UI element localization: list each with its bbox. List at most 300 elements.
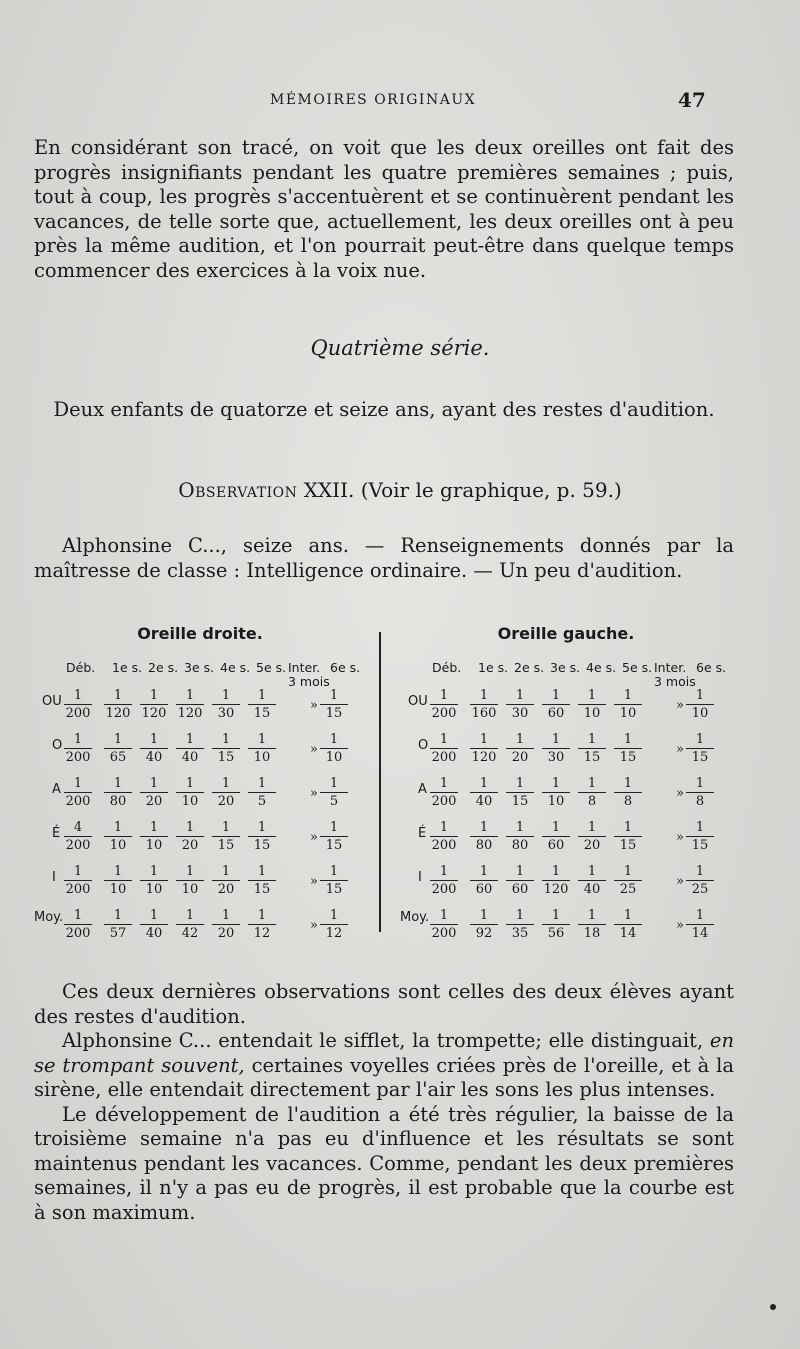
ditto-mark: » [310, 830, 318, 845]
fraction-cell [138, 864, 170, 897]
fraction-bar [248, 836, 276, 837]
fraction-cell [138, 776, 170, 809]
row-label: OU [42, 694, 62, 709]
fraction-cell [468, 688, 500, 721]
fraction-numerator: 1 [257, 732, 267, 747]
fraction-denominator: 20 [217, 882, 235, 897]
fraction-cell [102, 688, 134, 721]
fraction-bar [212, 704, 240, 705]
fraction-cell [318, 908, 350, 941]
fraction-bar [578, 924, 606, 925]
fraction-cell [540, 864, 572, 897]
ditto-mark: » [310, 742, 318, 757]
column-header: 2e s. [514, 660, 545, 675]
fraction-bar [176, 836, 204, 837]
observation-label: Observation [178, 478, 298, 502]
fraction-cell [102, 864, 134, 897]
fraction-denominator: 200 [431, 794, 457, 809]
fraction-denominator: 15 [325, 882, 343, 897]
fraction-denominator: 20 [583, 838, 601, 853]
fraction-cell [210, 732, 242, 765]
fraction-numerator: 1 [623, 864, 633, 879]
fraction-bar [248, 924, 276, 925]
fraction-numerator: 1 [149, 776, 159, 791]
column-header: Inter. [654, 660, 687, 675]
fraction-numerator: 1 [221, 776, 231, 791]
conclusion-sentence-2 [34, 1029, 734, 1103]
ditto-mark: » [310, 786, 318, 801]
column-header: 1e s. [112, 660, 143, 675]
ditto-mark: » [310, 918, 318, 933]
fraction-cell [174, 732, 206, 765]
fraction-bar [506, 792, 534, 793]
audition-tables [30, 622, 740, 941]
fraction-bar [320, 748, 348, 749]
fraction-cell [102, 820, 134, 853]
observation-reference: (Voir le graphique, p. 59.) [360, 478, 622, 502]
fraction-cell [210, 688, 242, 721]
fraction-denominator: 10 [691, 706, 709, 721]
fraction-numerator: 1 [695, 732, 705, 747]
fraction-cell [428, 776, 460, 809]
fraction-denominator: 80 [511, 838, 529, 853]
fraction-cell [504, 776, 536, 809]
fraction-bar [470, 836, 498, 837]
fraction-cell [504, 908, 536, 941]
fraction-denominator: 15 [691, 750, 709, 765]
fraction-denominator: 57 [109, 926, 127, 941]
fraction-bar [248, 748, 276, 749]
fraction-denominator: 40 [181, 750, 199, 765]
fraction-bar [578, 748, 606, 749]
table-oreille-droite [30, 622, 370, 941]
fraction-cell [174, 820, 206, 853]
fraction-numerator: 1 [623, 908, 633, 923]
fraction-denominator: 15 [691, 838, 709, 853]
fraction-bar [686, 836, 714, 837]
fraction-cell [62, 820, 94, 853]
fraction-numerator: 1 [221, 688, 231, 703]
fraction-cell [504, 864, 536, 897]
fraction-numerator: 1 [221, 864, 231, 879]
fraction-cell [540, 732, 572, 765]
fraction-cell [62, 688, 94, 721]
fraction-bar [430, 880, 458, 881]
fraction-bar [212, 880, 240, 881]
fraction-denominator: 120 [543, 882, 569, 897]
fraction-bar [64, 924, 92, 925]
fraction-bar [248, 880, 276, 881]
fraction-cell [540, 908, 572, 941]
paragraph-conclusion [34, 980, 734, 1225]
fraction-numerator: 1 [257, 864, 267, 879]
fraction-numerator: 1 [695, 864, 705, 879]
fraction-cell [612, 688, 644, 721]
fraction-bar [614, 836, 642, 837]
row-label: É [52, 826, 61, 841]
fraction-numerator: 1 [329, 820, 339, 835]
fraction-denominator: 10 [583, 706, 601, 721]
fraction-bar [104, 792, 132, 793]
fraction-bar [506, 748, 534, 749]
column-header: 3e s. [550, 660, 581, 675]
fraction-numerator: 1 [185, 732, 195, 747]
fraction-denominator: 200 [65, 750, 91, 765]
fraction-cell [468, 864, 500, 897]
fraction-bar [140, 924, 168, 925]
paragraph-alphonsine-text: Alphonsine C..., seize ans. — Renseignements donnés par la maîtresse de classe : Intelligence ordinaire. — Un peu d'audition. [34, 534, 734, 582]
fraction-denominator: 10 [109, 882, 127, 897]
fraction-numerator: 1 [515, 732, 525, 747]
fraction-bar [686, 924, 714, 925]
ditto-mark: » [676, 786, 684, 801]
fraction-denominator: 5 [329, 794, 339, 809]
fraction-numerator: 1 [587, 688, 597, 703]
fraction-denominator: 200 [65, 926, 91, 941]
fraction-numerator: 1 [185, 688, 195, 703]
row-label: Moy. [34, 910, 64, 925]
fraction-cell [576, 820, 608, 853]
fraction-denominator: 200 [65, 838, 91, 853]
fraction-denominator: 20 [217, 926, 235, 941]
fraction-bar [212, 836, 240, 837]
table-divider [379, 632, 381, 932]
row-label: Moy. [400, 910, 430, 925]
fraction-denominator: 20 [511, 750, 529, 765]
fraction-bar [542, 792, 570, 793]
fraction-cell [62, 732, 94, 765]
fraction-denominator: 60 [547, 706, 565, 721]
fraction-bar [542, 880, 570, 881]
fraction-denominator: 60 [475, 882, 493, 897]
ditto-mark: » [310, 874, 318, 889]
fraction-bar [176, 924, 204, 925]
fraction-bar [176, 792, 204, 793]
column-header: 2e s. [148, 660, 179, 675]
fraction-denominator: 120 [177, 706, 203, 721]
fraction-bar [506, 704, 534, 705]
fraction-bar [104, 704, 132, 705]
fraction-bar [320, 836, 348, 837]
ditto-mark: » [676, 742, 684, 757]
fraction-bar [470, 792, 498, 793]
fraction-bar [614, 792, 642, 793]
fraction-cell [576, 908, 608, 941]
fraction-bar [542, 924, 570, 925]
fraction-numerator: 1 [587, 820, 597, 835]
conclusion-emphasis: en se trompant souvent, [34, 1029, 735, 1077]
conclusion-sentence-2b: certaines voyelles criées près de l'oreille, et à la sirène, elle entendait directement par l'air les sons les plus intenses. [34, 1053, 734, 1101]
fraction-cell [428, 908, 460, 941]
page-header [0, 88, 800, 118]
fraction-denominator: 15 [253, 882, 271, 897]
fraction-numerator: 1 [221, 732, 231, 747]
fraction-bar [578, 792, 606, 793]
fraction-bar [248, 704, 276, 705]
fraction-denominator: 60 [547, 838, 565, 853]
fraction-denominator: 56 [547, 926, 565, 941]
page-number: 47 [678, 88, 706, 112]
fraction-numerator: 1 [551, 688, 561, 703]
row-label: A [52, 782, 61, 797]
fraction-cell [246, 776, 278, 809]
fraction-numerator: 1 [329, 776, 339, 791]
fraction-denominator: 200 [65, 794, 91, 809]
column-header: 3e s. [184, 660, 215, 675]
fraction-bar [140, 748, 168, 749]
fraction-numerator: 1 [587, 776, 597, 791]
observation-number: XXII. [303, 478, 355, 502]
fraction-numerator: 1 [479, 776, 489, 791]
fraction-denominator: 14 [619, 926, 637, 941]
fraction-denominator: 15 [619, 750, 637, 765]
fraction-denominator: 20 [145, 794, 163, 809]
fraction-numerator: 1 [479, 732, 489, 747]
fraction-denominator: 200 [431, 882, 457, 897]
fraction-bar [578, 880, 606, 881]
fraction-bar [64, 748, 92, 749]
fraction-denominator: 160 [471, 706, 497, 721]
fraction-bar [430, 924, 458, 925]
fraction-numerator: 1 [73, 688, 83, 703]
fraction-cell [576, 688, 608, 721]
fraction-bar [470, 880, 498, 881]
fraction-numerator: 1 [695, 688, 705, 703]
fraction-denominator: 120 [471, 750, 497, 765]
fraction-cell [612, 776, 644, 809]
fraction-numerator: 1 [623, 820, 633, 835]
fraction-cell [576, 732, 608, 765]
fraction-cell [246, 820, 278, 853]
fraction-numerator: 1 [257, 776, 267, 791]
column-header: Inter. [288, 660, 321, 675]
fraction-denominator: 10 [181, 794, 199, 809]
fraction-bar [140, 792, 168, 793]
fraction-bar [578, 704, 606, 705]
fraction-bar [506, 880, 534, 881]
fraction-cell [318, 688, 350, 721]
fraction-cell [138, 688, 170, 721]
fraction-numerator: 1 [515, 908, 525, 923]
fraction-numerator: 1 [257, 820, 267, 835]
fraction-cell [684, 688, 716, 721]
fraction-denominator: 5 [257, 794, 267, 809]
fraction-numerator: 1 [695, 776, 705, 791]
fraction-numerator: 1 [73, 908, 83, 923]
fraction-cell [468, 820, 500, 853]
fraction-cell [246, 732, 278, 765]
fraction-numerator: 1 [149, 820, 159, 835]
fraction-bar [470, 924, 498, 925]
ditto-mark: » [676, 874, 684, 889]
fraction-numerator: 1 [551, 864, 561, 879]
fraction-numerator: 1 [439, 864, 449, 879]
fraction-numerator: 1 [329, 908, 339, 923]
column-header: 5e s. [622, 660, 653, 675]
fraction-numerator: 1 [113, 908, 123, 923]
fraction-cell [468, 908, 500, 941]
fraction-bar [614, 924, 642, 925]
column-header: Déb. [66, 660, 96, 675]
fraction-bar [320, 704, 348, 705]
fraction-denominator: 10 [619, 706, 637, 721]
fraction-numerator: 1 [439, 732, 449, 747]
fraction-denominator: 18 [583, 926, 601, 941]
fraction-cell [576, 776, 608, 809]
fraction-cell [612, 732, 644, 765]
fraction-cell [612, 820, 644, 853]
fraction-cell [246, 864, 278, 897]
fraction-numerator: 1 [257, 688, 267, 703]
fraction-denominator: 10 [547, 794, 565, 809]
fraction-cell [318, 820, 350, 853]
fraction-denominator: 15 [253, 838, 271, 853]
fraction-bar [686, 704, 714, 705]
fraction-numerator: 1 [515, 820, 525, 835]
fraction-denominator: 40 [475, 794, 493, 809]
fraction-bar [430, 704, 458, 705]
fraction-bar [212, 924, 240, 925]
fraction-cell [504, 688, 536, 721]
fraction-numerator: 1 [149, 688, 159, 703]
fraction-bar [430, 792, 458, 793]
fraction-numerator: 1 [623, 776, 633, 791]
fraction-denominator: 30 [511, 706, 529, 721]
section-heading: Quatrième série. [310, 336, 490, 360]
column-header: 1e s. [478, 660, 509, 675]
fraction-numerator: 1 [149, 732, 159, 747]
fraction-numerator: 1 [221, 820, 231, 835]
intro-sentence: Deux enfants de quatorze et seize ans, ayant des restes d'audition. [53, 398, 715, 421]
column-header: 4e s. [586, 660, 617, 675]
fraction-bar [578, 836, 606, 837]
fraction-bar [542, 836, 570, 837]
fraction-numerator: 1 [551, 776, 561, 791]
fraction-cell [428, 820, 460, 853]
fraction-cell [62, 864, 94, 897]
fraction-bar [506, 836, 534, 837]
fraction-cell [102, 776, 134, 809]
paragraph-trace: En considérant son tracé, on voit que les deux oreilles ont fait des progrès insignifiants pendant les quatre premières semaines ; puis, tout à coup, les progrès s'accentuèrent et se continuèrent pendant les vacances, de telle sorte que, actuellement, les deux oreilles ont à peu près la même audition, et l'on pourrait peut-être dans quelque temps commencer des exercices à la voix nue. [34, 136, 734, 282]
fraction-bar [470, 704, 498, 705]
fraction-bar [140, 836, 168, 837]
fraction-bar [176, 880, 204, 881]
fraction-numerator: 1 [113, 688, 123, 703]
table-title-droite: Oreille droite. [137, 624, 263, 643]
fraction-denominator: 120 [105, 706, 131, 721]
column-header: 5e s. [256, 660, 287, 675]
fraction-denominator: 80 [109, 794, 127, 809]
fraction-denominator: 200 [65, 706, 91, 721]
fraction-cell [468, 732, 500, 765]
fraction-denominator: 40 [583, 882, 601, 897]
fraction-denominator: 15 [217, 838, 235, 853]
fraction-bar [212, 792, 240, 793]
fraction-cell [504, 820, 536, 853]
fraction-cell [138, 732, 170, 765]
conclusion-sentence-1: Ces deux dernières observations sont celles des deux élèves ayant des restes d'audition. [34, 980, 734, 1028]
fraction-cell [576, 864, 608, 897]
fraction-cell [62, 908, 94, 941]
fraction-denominator: 15 [619, 838, 637, 853]
fraction-numerator: 1 [551, 732, 561, 747]
fraction-denominator: 200 [431, 838, 457, 853]
fraction-bar [212, 748, 240, 749]
fraction-denominator: 40 [145, 750, 163, 765]
fraction-cell [102, 908, 134, 941]
fraction-cell [468, 776, 500, 809]
fraction-numerator: 1 [73, 864, 83, 879]
fraction-numerator: 1 [587, 864, 597, 879]
fraction-numerator: 1 [439, 820, 449, 835]
fraction-denominator: 14 [691, 926, 709, 941]
fraction-denominator: 8 [587, 794, 597, 809]
fraction-numerator: 1 [185, 908, 195, 923]
fraction-cell [102, 732, 134, 765]
fraction-bar [686, 748, 714, 749]
fraction-denominator: 200 [431, 706, 457, 721]
column-subheader: 3 mois [654, 674, 696, 689]
fraction-denominator: 30 [547, 750, 565, 765]
fraction-cell [684, 908, 716, 941]
fraction-numerator: 1 [113, 732, 123, 747]
fraction-denominator: 15 [325, 838, 343, 853]
fraction-cell [612, 908, 644, 941]
fraction-bar [686, 792, 714, 793]
fraction-numerator: 1 [515, 688, 525, 703]
fraction-numerator: 1 [479, 820, 489, 835]
fraction-bar [614, 880, 642, 881]
column-subheader: 3 mois [288, 674, 330, 689]
fraction-cell [428, 688, 460, 721]
fraction-numerator: 1 [623, 732, 633, 747]
observation-title [0, 478, 800, 502]
fraction-bar [176, 748, 204, 749]
fraction-cell [138, 820, 170, 853]
fraction-numerator: 1 [329, 688, 339, 703]
row-label: O [418, 738, 429, 753]
fraction-cell [210, 820, 242, 853]
fraction-bar [542, 704, 570, 705]
fraction-bar [686, 880, 714, 881]
fraction-bar [64, 880, 92, 881]
column-header: 4e s. [220, 660, 251, 675]
fraction-bar [140, 704, 168, 705]
fraction-numerator: 1 [329, 864, 339, 879]
fraction-bar [64, 792, 92, 793]
fraction-numerator: 1 [113, 820, 123, 835]
fraction-denominator: 200 [431, 750, 457, 765]
fraction-numerator: 1 [479, 864, 489, 879]
fraction-bar [104, 880, 132, 881]
fraction-numerator: 1 [439, 908, 449, 923]
row-label: I [52, 870, 56, 885]
fraction-bar [614, 748, 642, 749]
fraction-numerator: 4 [73, 820, 83, 835]
fraction-numerator: 1 [185, 864, 195, 879]
fraction-denominator: 60 [511, 882, 529, 897]
column-header: 6e s. [330, 660, 361, 675]
row-label: É [418, 826, 427, 841]
fraction-denominator: 10 [253, 750, 271, 765]
fraction-bar [614, 704, 642, 705]
fraction-denominator: 120 [141, 706, 167, 721]
column-header: Déb. [432, 660, 462, 675]
fraction-cell [684, 732, 716, 765]
fraction-cell [684, 864, 716, 897]
fraction-denominator: 10 [145, 838, 163, 853]
fraction-numerator: 1 [695, 820, 705, 835]
